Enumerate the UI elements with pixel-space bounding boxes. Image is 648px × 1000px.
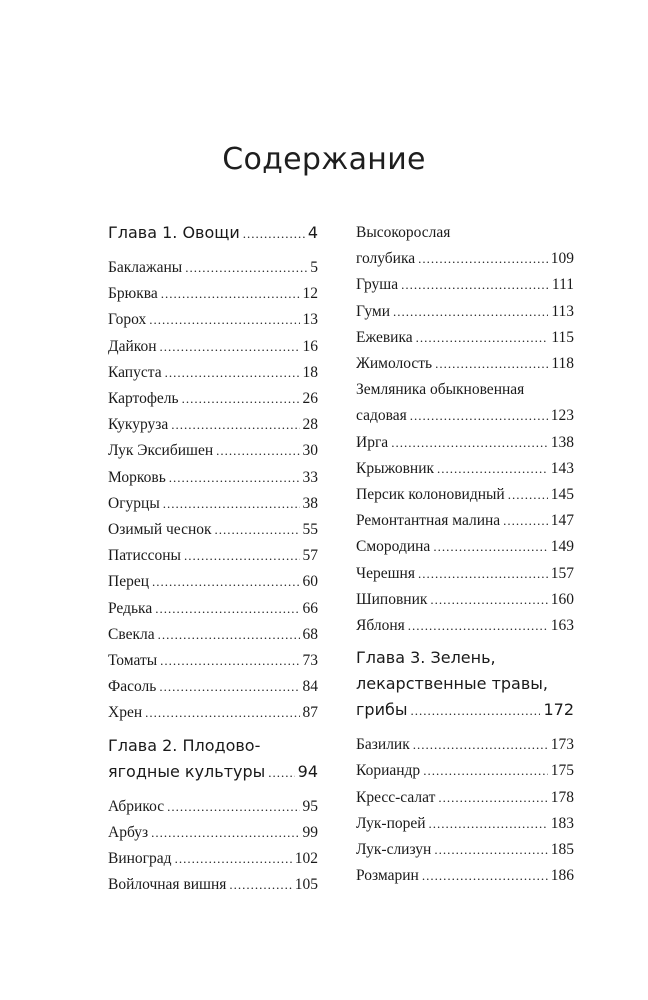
toc-entry-label: Озимый чеснок <box>108 521 212 539</box>
toc-entry[interactable] <box>356 482 574 508</box>
toc-entry-label: садовая <box>356 407 407 425</box>
toc-entry[interactable] <box>356 508 574 534</box>
dot-leader <box>215 517 300 543</box>
toc-entry-page: 5 <box>310 259 318 276</box>
toc-entry-page: 138 <box>550 433 574 451</box>
toc-entry[interactable] <box>356 811 574 837</box>
dot-leader <box>410 698 540 724</box>
dot-leader <box>422 863 548 889</box>
dot-leader <box>160 648 299 674</box>
toc-entry-page: 13 <box>302 311 318 329</box>
chapter-3-heading[interactable] <box>356 645 574 724</box>
toc-entry[interactable] <box>108 820 318 846</box>
toc-entry-label: Свекла <box>108 625 155 643</box>
toc-entry-label: Жимолость <box>356 355 433 373</box>
toc-entry-page: 178 <box>550 788 574 806</box>
toc-entry-page: 18 <box>302 363 318 381</box>
toc-entry-page: 160 <box>550 590 574 608</box>
dot-leader <box>401 272 549 298</box>
toc-entry-page: 73 <box>302 652 318 670</box>
toc-entry-label: Персик колоновидный <box>356 486 505 504</box>
toc-entry-page: 173 <box>550 736 574 754</box>
dot-leader <box>175 846 292 872</box>
toc-entry-label: Кориандр <box>356 762 421 780</box>
toc-entry[interactable] <box>356 351 574 377</box>
toc-entry[interactable] <box>108 596 318 622</box>
chapter-title-line: лекарственные травы, <box>356 674 548 694</box>
toc-entry-page: 118 <box>551 355 574 373</box>
toc-entry-page: 57 <box>302 547 318 565</box>
dot-leader <box>410 403 548 429</box>
toc-list <box>356 430 574 640</box>
toc-entry-label: Базилик <box>356 736 410 754</box>
toc-entry-page: 60 <box>302 573 318 591</box>
toc-entry-label: Лук-порей <box>356 814 426 832</box>
toc-entry[interactable] <box>108 648 318 674</box>
chapter-2-heading[interactable] <box>108 733 318 786</box>
toc-entry-label: Ежевика <box>356 328 413 346</box>
toc-entry-label: Арбуз <box>108 823 149 841</box>
dot-leader <box>508 482 548 508</box>
toc-entry-label: Войлочная вишня <box>108 876 227 894</box>
chapter-page-number: 94 <box>297 761 318 781</box>
toc-entry-label: Хрен <box>108 704 143 722</box>
toc-entry-label: Горох <box>108 311 147 329</box>
toc-entry[interactable] <box>356 534 574 560</box>
dot-leader <box>159 674 299 700</box>
toc-entry-page: 105 <box>294 876 318 894</box>
toc-entry-label: Розмарин <box>356 867 419 885</box>
toc-entry-page: 163 <box>550 617 574 635</box>
chapter-title-line: Глава 3. Зелень, <box>356 648 496 668</box>
toc-entry-page: 109 <box>550 250 574 268</box>
toc-entry-page: 147 <box>550 512 574 530</box>
chapter-title-line: Глава 2. Плодово- <box>108 735 261 755</box>
toc-entry-page: 12 <box>302 285 318 303</box>
toc-entry-label: Томаты <box>108 652 158 670</box>
toc-entry[interactable] <box>108 360 318 386</box>
toc-entry-label: Шиповник <box>356 590 428 608</box>
toc-entry-label: Черешня <box>356 564 415 582</box>
dot-leader <box>171 412 299 438</box>
toc-entry-label: Картофель <box>108 390 179 408</box>
toc-entry-label: Морковь <box>108 468 166 486</box>
toc-entry-page: 87 <box>302 704 318 722</box>
toc-entry[interactable] <box>108 794 318 820</box>
dot-leader <box>169 465 300 491</box>
toc-entry[interactable] <box>108 491 318 517</box>
toc-entry-label-line: Высокорослая <box>356 224 451 241</box>
dot-leader <box>185 255 307 281</box>
toc-entry[interactable] <box>356 246 574 272</box>
dot-leader <box>429 811 548 837</box>
toc-entry-page: 143 <box>550 459 574 477</box>
toc-entry-page: 33 <box>302 468 318 486</box>
dot-leader <box>161 281 300 307</box>
toc-entry-page: 95 <box>302 797 318 815</box>
toc-entry-label: Ремонтантная малина <box>356 512 501 530</box>
toc-entry-label: Патиссоны <box>108 547 181 565</box>
dot-leader <box>418 561 548 587</box>
toc-entry-label: Лук-слизун <box>356 841 432 859</box>
chapter-1-heading[interactable] <box>108 220 318 247</box>
toc-entry[interactable] <box>108 674 318 700</box>
toc-entry-page: 16 <box>302 337 318 355</box>
dot-leader <box>145 700 299 726</box>
toc-entry[interactable] <box>356 837 574 863</box>
dot-leader <box>155 596 299 622</box>
dot-leader <box>391 430 548 456</box>
toc-entry[interactable] <box>356 785 574 811</box>
toc-entry-label: голубика <box>356 250 416 268</box>
chapter-page-number: 4 <box>307 223 318 242</box>
toc-entry[interactable] <box>108 846 318 872</box>
toc-entry[interactable] <box>108 622 318 648</box>
toc-entry-label-line: Земляника обыкновенная <box>356 381 525 399</box>
toc-entry-label: Ирга <box>356 433 389 451</box>
page-title: Содержание <box>222 142 426 177</box>
toc-entry-label: Яблоня <box>356 617 405 635</box>
dot-leader <box>152 569 300 595</box>
dot-leader <box>268 760 294 786</box>
toc-entry[interactable] <box>356 456 574 482</box>
toc-entry-page: 149 <box>550 538 574 556</box>
toc-right-column <box>356 220 574 889</box>
dot-leader <box>423 758 548 784</box>
chapter-page-number: 172 <box>543 700 574 720</box>
toc-entry[interactable] <box>356 732 574 758</box>
toc-entry-label: Перец <box>108 573 149 591</box>
toc-entry-label: Лук Эксибишен <box>108 442 214 460</box>
toc-entry-label: Капуста <box>108 363 162 381</box>
toc-list <box>356 272 574 377</box>
toc-left-column <box>108 220 318 898</box>
toc-entry[interactable] <box>108 465 318 491</box>
toc-entry-label: Брюква <box>108 285 158 303</box>
dot-leader <box>163 491 300 517</box>
toc-entry-label: Крыжовник <box>356 459 435 477</box>
toc-entry[interactable] <box>356 863 574 889</box>
toc-entry-page: 123 <box>550 407 574 425</box>
toc-entry-label: Дайкон <box>108 337 157 355</box>
toc-entry-page: 115 <box>551 328 574 346</box>
toc-entry-label: Баклажаны <box>108 259 183 276</box>
toc-entry-page: 113 <box>551 302 574 320</box>
toc-entry-label: Виноград <box>108 850 172 868</box>
chapter-2-list <box>108 794 318 899</box>
dot-leader <box>184 543 300 569</box>
toc-entry-page: 157 <box>550 564 574 582</box>
dot-leader <box>434 837 547 863</box>
toc-entry[interactable] <box>108 517 318 543</box>
toc-entry-page: 183 <box>550 814 574 832</box>
toc-entry-page: 145 <box>550 486 574 504</box>
toc-entry-page: 66 <box>302 599 318 617</box>
toc-entry[interactable] <box>356 561 574 587</box>
toc-entry[interactable] <box>356 587 574 613</box>
toc-entry-page: 68 <box>302 625 318 643</box>
toc-entry-page: 84 <box>302 678 318 696</box>
dot-leader <box>167 794 299 820</box>
dot-leader <box>438 785 547 811</box>
toc-entry[interactable] <box>108 307 318 333</box>
toc-entry[interactable] <box>108 543 318 569</box>
toc-entry[interactable] <box>356 758 574 784</box>
toc-entry[interactable] <box>108 700 318 726</box>
chapter-title-line: ягодные культуры <box>108 761 266 781</box>
dot-leader <box>418 246 548 272</box>
dot-leader <box>216 438 299 464</box>
toc-entry[interactable] <box>108 569 318 595</box>
toc-entry[interactable] <box>356 403 574 429</box>
toc-entry[interactable] <box>356 430 574 456</box>
dot-leader <box>503 508 548 534</box>
toc-entry-label: Кукуруза <box>108 416 169 434</box>
dot-leader <box>182 386 300 412</box>
chapter-title-line: грибы <box>356 700 408 720</box>
toc-entry-page: 102 <box>294 850 318 868</box>
chapter-3-list <box>356 732 574 889</box>
dot-leader <box>243 221 305 247</box>
dot-leader <box>413 732 548 758</box>
toc-entry-page: 26 <box>302 390 318 408</box>
toc-entry-label: Редька <box>108 599 153 617</box>
dot-leader <box>416 325 549 351</box>
dot-leader <box>149 307 299 333</box>
chapter-1-list <box>108 255 318 727</box>
toc-entry[interactable] <box>108 334 318 360</box>
chapter-title: Глава 1. Овощи <box>108 223 240 242</box>
toc-entry-label: Огурцы <box>108 494 160 512</box>
dot-leader <box>433 534 547 560</box>
dot-leader <box>151 820 299 846</box>
toc-entry-page: 185 <box>550 841 574 859</box>
dot-leader <box>408 613 548 639</box>
toc-entry-page: 28 <box>302 416 318 434</box>
toc-entry[interactable] <box>356 272 574 298</box>
dot-leader <box>393 299 548 325</box>
dot-leader <box>158 622 300 648</box>
toc-entry-label: Кресс-салат <box>356 788 436 806</box>
toc-entry[interactable] <box>108 281 318 307</box>
toc-entry[interactable] <box>108 438 318 464</box>
toc-entry[interactable] <box>108 412 318 438</box>
toc-entry[interactable] <box>356 325 574 351</box>
toc-entry-page: 55 <box>302 521 318 539</box>
toc-entry[interactable] <box>356 299 574 325</box>
toc-entry-page: 175 <box>550 762 574 780</box>
dot-leader <box>160 334 300 360</box>
toc-entry-page: 111 <box>551 276 574 294</box>
toc-entry-label: Абрикос <box>108 797 165 815</box>
toc-entry[interactable] <box>108 386 318 412</box>
dot-leader <box>437 456 548 482</box>
toc-entry-page: 99 <box>302 823 318 841</box>
toc-entry-page: 30 <box>302 442 318 460</box>
toc-entry-label: Груша <box>356 276 399 294</box>
toc-entry-label: Смородина <box>356 538 431 556</box>
dot-leader <box>430 587 547 613</box>
dot-leader <box>435 351 548 377</box>
dot-leader <box>229 872 291 898</box>
toc-entry[interactable] <box>356 613 574 639</box>
dot-leader <box>165 360 300 386</box>
toc-entry[interactable] <box>108 255 318 281</box>
toc-entry-label: Гуми <box>356 302 391 320</box>
toc-entry-page: 186 <box>550 867 574 885</box>
toc-entry[interactable] <box>108 872 318 898</box>
toc-entry-label: Фасоль <box>108 678 157 696</box>
toc-entry-page: 38 <box>302 494 318 512</box>
